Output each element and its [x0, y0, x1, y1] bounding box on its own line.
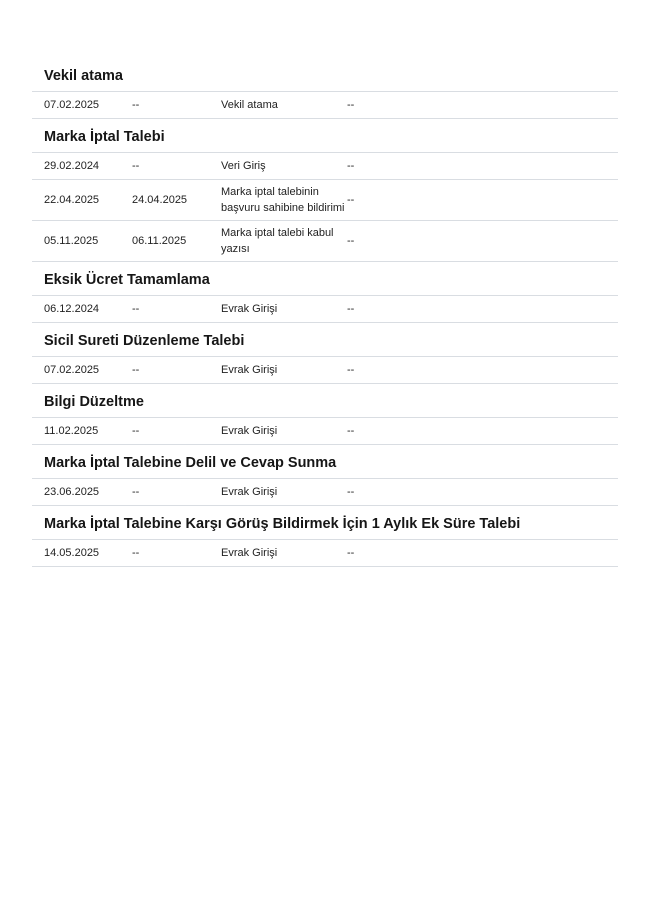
description-cell: Evrak Girişi	[221, 486, 278, 498]
end-date-cell: --	[132, 547, 140, 559]
description-cell: Veri Giriş	[221, 160, 266, 172]
date-cell: 14.05.2025	[44, 547, 100, 559]
process-section	[32, 262, 618, 323]
process-section	[32, 445, 618, 506]
description-cell: Evrak Girişi	[221, 547, 278, 559]
process-section	[32, 384, 618, 445]
table-row	[32, 418, 618, 445]
date-cell: 11.02.2025	[44, 425, 99, 437]
section-title: Eksik Ücret Tamamlama	[32, 262, 618, 296]
end-date-cell: --	[132, 303, 140, 315]
date-cell: 05.11.2025	[44, 235, 99, 247]
end-date-cell: --	[132, 486, 140, 498]
date-cell: 07.02.2025	[44, 364, 100, 376]
table-row	[32, 92, 618, 119]
section-title: Marka İptal Talebi	[32, 119, 618, 153]
section-title: Marka İptal Talebine Karşı Görüş Bildirmek İçin 1 Aylık Ek Süre Talebi	[32, 506, 618, 540]
table-row	[32, 180, 618, 221]
note-cell: --	[347, 425, 355, 437]
end-date-cell: --	[132, 425, 140, 437]
description-cell: Marka iptal talebi kabul yazısı	[221, 227, 334, 255]
note-cell: --	[347, 486, 355, 498]
end-date-cell: 06.11.2025	[132, 235, 187, 247]
process-section	[32, 506, 618, 567]
section-title: Vekil atama	[32, 58, 618, 92]
end-date-cell: --	[132, 99, 140, 111]
table-row	[32, 153, 618, 180]
end-date-cell: --	[132, 160, 140, 172]
section-title: Sicil Sureti Düzenleme Talebi	[32, 323, 618, 357]
note-cell: --	[347, 303, 355, 315]
section-title: Marka İptal Talebine Delil ve Cevap Sunma	[32, 445, 618, 479]
description-cell: Evrak Girişi	[221, 364, 278, 376]
description-cell: Evrak Girişi	[221, 425, 278, 437]
note-cell: --	[347, 235, 355, 247]
date-cell: 29.02.2024	[44, 160, 100, 172]
process-section	[32, 58, 618, 119]
table-row	[32, 479, 618, 506]
note-cell: --	[347, 547, 355, 559]
note-cell: --	[347, 99, 355, 111]
date-cell: 23.06.2025	[44, 486, 100, 498]
date-cell: 07.02.2025	[44, 99, 100, 111]
process-section	[32, 119, 618, 262]
section-title: Bilgi Düzeltme	[32, 384, 618, 418]
date-cell: 06.12.2024	[44, 303, 100, 315]
table-row	[32, 296, 618, 323]
table-row	[32, 540, 618, 567]
note-cell: --	[347, 194, 355, 206]
end-date-cell: --	[132, 364, 140, 376]
description-cell: Vekil atama	[221, 99, 278, 111]
note-cell: --	[347, 160, 355, 172]
description-cell: Evrak Girişi	[221, 303, 278, 315]
note-cell: --	[347, 364, 355, 376]
date-cell: 22.04.2025	[44, 194, 100, 206]
process-history	[32, 58, 618, 567]
table-row	[32, 357, 618, 384]
process-section	[32, 323, 618, 384]
end-date-cell: 24.04.2025	[132, 194, 188, 206]
table-row	[32, 221, 618, 262]
description-cell: Marka iptal talebinin başvuru sahibine bildirimi	[221, 186, 345, 214]
